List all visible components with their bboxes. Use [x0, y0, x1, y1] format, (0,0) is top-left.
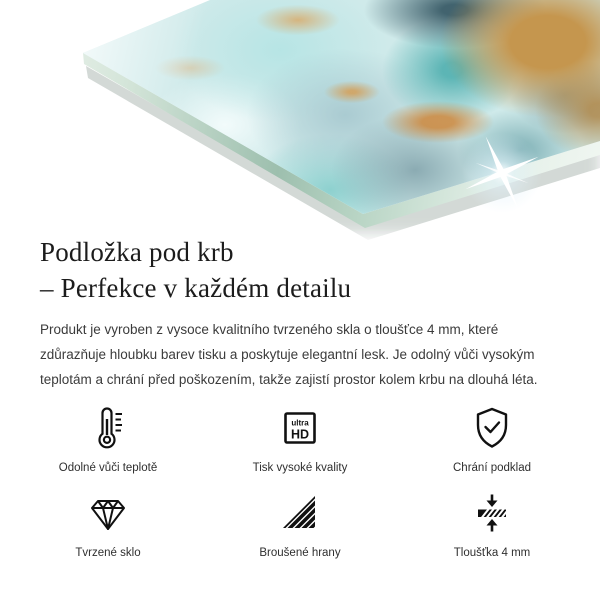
feature-thickness: [396, 492, 588, 559]
product-description: Produkt je vyroben z vysoce kvalitního tvrzeného skla o tloušťce 4 mm, které zdůrazňuje hloubku barev tisku a poskytuje elegantní lesk. Je odolný vůči vysokým teplotám a chrání před poškozením, takže zajistí prostor kolem krbu na dlouhá léta.: [40, 322, 538, 388]
polished-edges-icon: [280, 492, 320, 534]
shield-check-icon: [472, 407, 512, 449]
diamond-icon: [88, 492, 128, 534]
product-photo: [0, 0, 600, 228]
feature-polished-edges: [204, 492, 396, 559]
feature-label: Tisk vysoké kvality: [252, 462, 348, 475]
hd-label: HD: [290, 427, 310, 442]
feature-label: Odolné vůči teplotě: [58, 462, 158, 475]
heading-line-1: Podložka pod krb: [40, 237, 234, 267]
feature-label: Tvrzené sklo: [75, 547, 141, 560]
feature-heat-resistant: [12, 407, 204, 474]
feature-tempered-glass: [12, 492, 204, 559]
thickness-icon: [472, 492, 512, 534]
feature-label: Tloušťka 4 mm: [453, 547, 531, 560]
feature-label: Chrání podklad: [453, 462, 531, 475]
feature-print-quality: [204, 407, 396, 474]
ultra-hd-icon: [280, 407, 320, 449]
page-title: [40, 235, 560, 306]
ultra-label: ultra: [291, 418, 309, 428]
thermometer-icon: [88, 407, 128, 449]
product-info-section: [0, 235, 600, 559]
feature-protects-floor: [396, 407, 588, 474]
heading-line-2: – Perfekce v každém detailu: [40, 272, 352, 303]
feature-grid: [12, 407, 588, 559]
feature-label: Broušené hrany: [259, 547, 341, 560]
